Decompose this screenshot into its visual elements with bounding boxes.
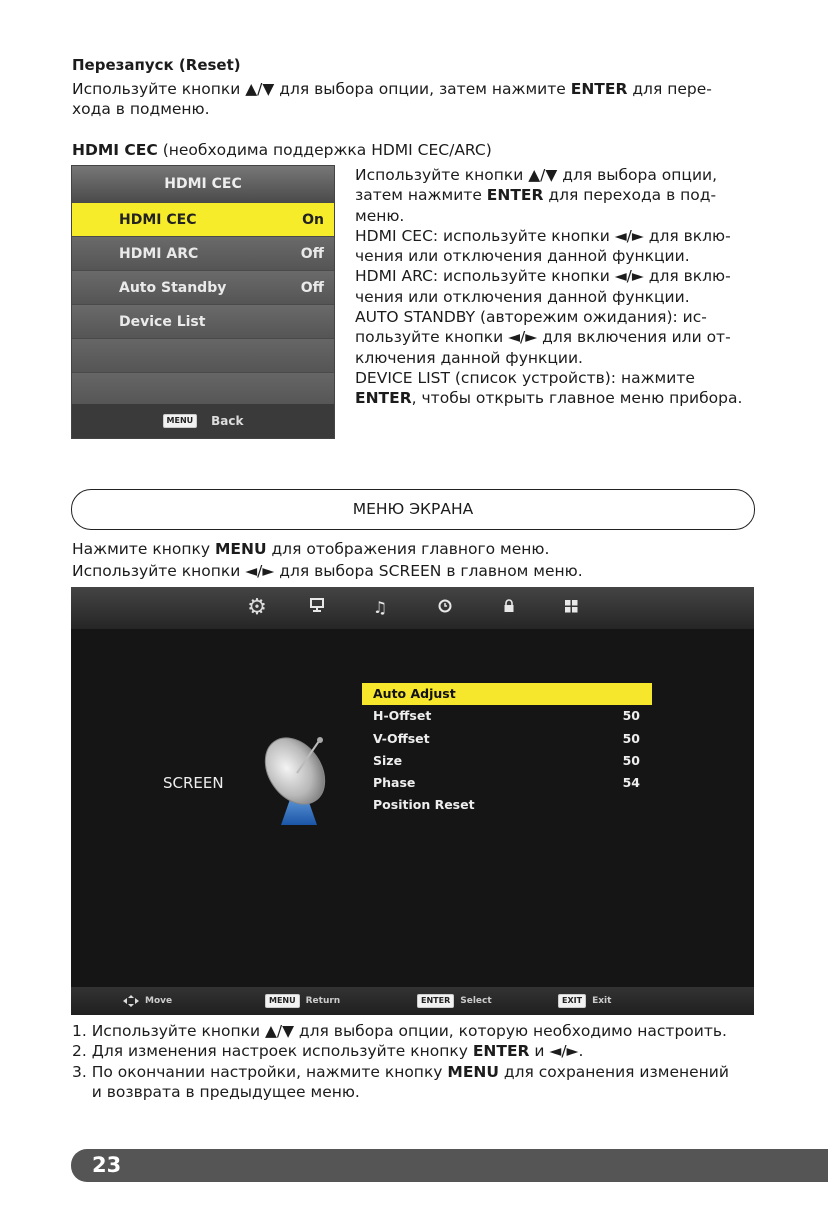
desc-line: пользуйте кнопки ◄/► для включения или от- bbox=[355, 328, 731, 347]
page-number: 23 bbox=[92, 1153, 122, 1177]
hdmi-cec-menu bbox=[71, 165, 335, 439]
desc-line: чения или отключения данной функции. bbox=[355, 287, 690, 306]
hint-exit: EXIT Exit bbox=[558, 987, 611, 1015]
page-footer-bar bbox=[71, 1149, 828, 1182]
reset-heading: Перезапуск (Reset) bbox=[72, 56, 241, 74]
move-arrows-icon bbox=[123, 995, 139, 1007]
exit-key-icon: EXIT bbox=[558, 994, 586, 1008]
tv-screen-menu bbox=[71, 587, 754, 1015]
screen-item-size[interactable]: Size 50 bbox=[373, 752, 640, 768]
desc-line: ENTER, чтобы открыть главное меню прибора. bbox=[355, 389, 743, 408]
desc-line: чения или отключения данной функции. bbox=[355, 247, 690, 266]
desc-line: ключения данной функции. bbox=[355, 348, 583, 367]
desc-line: Используйте кнопки ▲/▼ для выбора опции, bbox=[355, 166, 718, 184]
desc-line: HDMI CEC: используйте кнопки ◄/► для вклю- bbox=[355, 226, 731, 245]
desc-line: AUTO STANDBY (авторежим ожидания): ис- bbox=[355, 308, 707, 327]
music-note-icon[interactable]: ♫ bbox=[372, 598, 388, 617]
lock-icon[interactable] bbox=[497, 596, 521, 620]
menu-row-device-list[interactable]: Device List bbox=[72, 305, 334, 339]
menu-key-icon: MENU bbox=[163, 414, 198, 428]
hdmi-cec-menu-title: HDMI CEC bbox=[72, 166, 334, 203]
screen-item-position-reset[interactable]: Position Reset bbox=[373, 797, 475, 813]
screen-item-auto-adjust[interactable]: Auto Adjust bbox=[362, 683, 652, 705]
menu-row-hdmi-arc[interactable]: HDMI ARC Off bbox=[72, 237, 334, 271]
step-line: и возврата в предыдущее меню. bbox=[72, 1082, 360, 1101]
desc-line: затем нажмите ENTER для перехода в под- bbox=[355, 186, 717, 205]
hdmi-cec-heading: HDMI CEC (необходима поддержка HDMI CEC/ARC) bbox=[72, 141, 492, 159]
desc-line: HDMI ARC: используйте кнопки ◄/► для вклю- bbox=[355, 267, 731, 286]
gear-icon[interactable]: ⚙ bbox=[247, 595, 267, 620]
hint-move: Move bbox=[123, 987, 172, 1015]
clock-icon[interactable] bbox=[433, 596, 457, 620]
screen-section-label: SCREEN bbox=[163, 774, 224, 792]
desc-line: меню. bbox=[355, 206, 405, 225]
hdmi-cec-menu-footer bbox=[72, 404, 334, 438]
hdmi-cec-description bbox=[355, 165, 755, 409]
hint-select: ENTER Select bbox=[417, 987, 492, 1015]
menu-row-hdmi-cec[interactable]: HDMI CEC On bbox=[72, 203, 334, 237]
back-label[interactable]: Back bbox=[211, 414, 244, 428]
instruction-steps bbox=[72, 1021, 729, 1102]
step-line: 3. По окончании настройки, нажмите кнопку MENU для сохранения изменений bbox=[72, 1062, 729, 1081]
step-line: 2. Для изменения настроек используйте кнопку ENTER и ◄/►. bbox=[72, 1042, 584, 1061]
screen-item-h-offset[interactable]: H-Offset 50 bbox=[373, 708, 640, 724]
tv-menu-topbar bbox=[71, 587, 754, 629]
hint-return: MENU Return bbox=[265, 987, 340, 1015]
tv-menu-hintbar bbox=[71, 987, 754, 1015]
grid-icon[interactable] bbox=[559, 596, 583, 620]
screen-item-v-offset[interactable]: V-Offset 50 bbox=[373, 730, 640, 746]
desc-line: DEVICE LIST (список устройств): нажмите bbox=[355, 368, 695, 387]
screen-intro-line-2: Используйте кнопки ◄/► для выбора SCREEN в главном меню. bbox=[72, 562, 583, 580]
reset-text-line-2: хода в подменю. bbox=[72, 100, 210, 118]
step-line: 1. Используйте кнопки ▲/▼ для выбора опции, которую необходимо настроить. bbox=[72, 1022, 727, 1040]
menu-row-auto-standby[interactable]: Auto Standby Off bbox=[72, 271, 334, 305]
screen-item-phase[interactable]: Phase 54 bbox=[373, 775, 640, 791]
enter-key-icon: ENTER bbox=[417, 994, 454, 1008]
screen-intro-line-1: Нажмите кнопку MENU для отображения главного меню. bbox=[72, 540, 550, 558]
reset-text-line-1: Используйте кнопки ▲/▼ для выбора опции, затем нажмите ENTER для пере- bbox=[72, 80, 712, 98]
monitor-icon[interactable] bbox=[305, 596, 329, 620]
menu-key-icon: MENU bbox=[265, 994, 300, 1008]
satellite-dish-icon bbox=[259, 723, 339, 827]
section-banner: МЕНЮ ЭКРАНА bbox=[71, 489, 755, 530]
menu-row-empty bbox=[72, 373, 334, 407]
menu-row-empty bbox=[72, 339, 334, 373]
screen-menu-items bbox=[362, 683, 652, 817]
